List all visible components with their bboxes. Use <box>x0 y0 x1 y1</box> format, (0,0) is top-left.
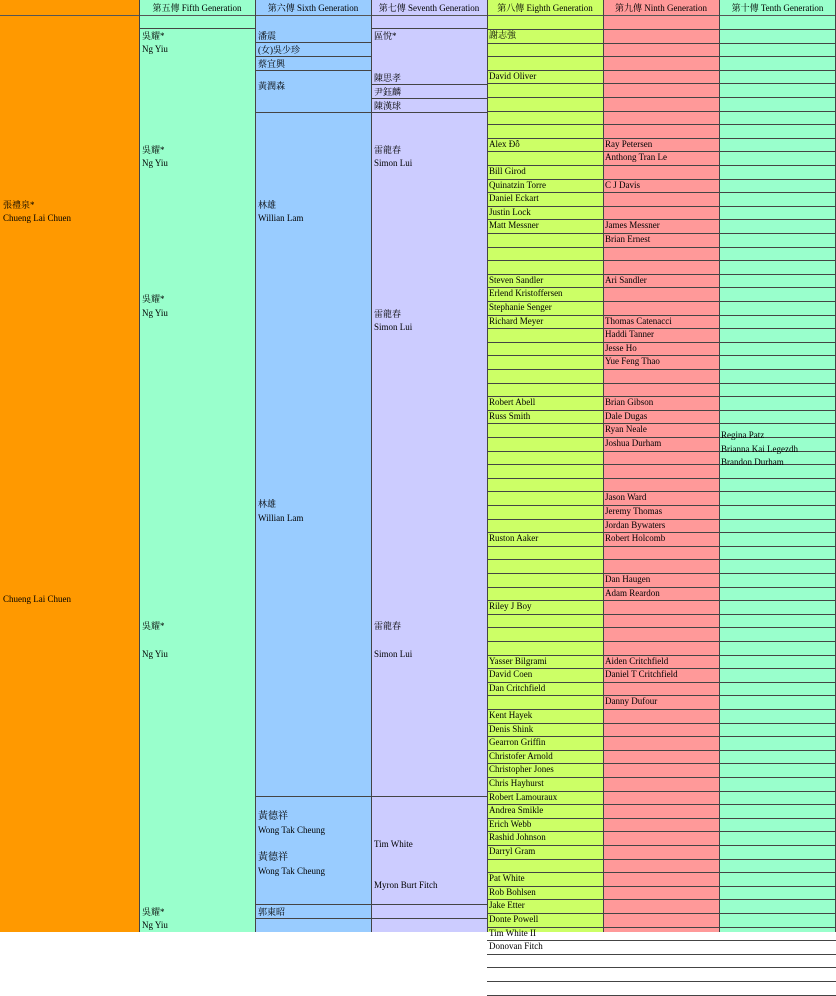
gen5-name-en: Ng Yiu <box>142 308 168 318</box>
gen8-cell: Chris Hayhurst <box>489 778 544 788</box>
row-divider <box>371 904 487 905</box>
gen7-name-en: Simon Lui <box>374 649 413 659</box>
row-divider <box>487 641 836 642</box>
row-divider <box>487 872 836 873</box>
gen8-cell: Donovan Fitch <box>489 941 543 951</box>
row-divider <box>487 342 836 343</box>
gen5-column <box>139 0 255 932</box>
gen9-cell: Ryan Neale <box>605 424 647 434</box>
row-divider <box>487 723 836 724</box>
row-divider <box>487 233 836 234</box>
gen9-cell: Aiden Critchfield <box>605 656 669 666</box>
row-divider <box>487 260 836 261</box>
row-divider <box>487 355 836 356</box>
gen5-name-en: Ng Yiu <box>142 44 168 54</box>
gen7-name-cn: 雷龍春 <box>374 621 402 631</box>
gen6-name-cn: 林雄 <box>258 200 277 210</box>
row-divider <box>487 695 836 696</box>
row-divider <box>487 859 836 860</box>
row-divider <box>487 97 836 98</box>
gen5-header: 第五傳 Fifth Generation <box>139 0 255 16</box>
gen9-header: 第九傳 Ninth Generation <box>603 0 719 16</box>
row-divider <box>487 954 836 955</box>
gen6-name: 潘震 <box>258 31 277 41</box>
gen10-name: Brianna Kai Legezdh <box>721 444 798 454</box>
row-divider <box>487 967 836 968</box>
gen6-name-en: Willian Lam <box>258 513 304 523</box>
row-divider <box>371 796 487 797</box>
gen4-header <box>0 0 139 16</box>
row-divider <box>487 192 836 193</box>
row-divider <box>487 396 836 397</box>
gen7-name-en: Simon Lui <box>374 158 413 168</box>
row-divider <box>487 478 836 479</box>
row-divider <box>487 546 836 547</box>
gen8-cell: David Coen <box>489 669 533 679</box>
row-divider <box>487 437 836 438</box>
gen9-cell: Dale Dugas <box>605 411 648 421</box>
row-divider <box>371 84 487 85</box>
gen8-cell: Andrea Smikle <box>489 805 544 815</box>
gen7-name: 區悅* <box>374 31 397 41</box>
row-divider <box>487 247 836 248</box>
gen5-name-en: Ng Yiu <box>142 158 168 168</box>
gen9-cell: Adam Reardon <box>605 588 660 598</box>
row-divider <box>487 845 836 846</box>
row-divider <box>371 28 487 29</box>
row-divider <box>487 165 836 166</box>
row-divider <box>371 98 487 99</box>
row-divider <box>487 559 836 560</box>
column-divider <box>139 0 140 932</box>
gen7-column <box>371 0 487 932</box>
gen7-name: 尹鈺麟 <box>374 87 402 97</box>
gen9-cell: Anthong Tran Le <box>605 152 668 162</box>
gen6-name-cn: 黃德祥 <box>258 811 288 822</box>
gen6-name-en: Wong Tak Cheung <box>258 866 325 876</box>
gen7-name: 陳思孝 <box>374 73 402 83</box>
row-divider <box>487 927 836 928</box>
gen8-cell: Christofer Arnold <box>489 751 553 761</box>
gen8-cell: Darryl Gram <box>489 846 536 856</box>
row-divider <box>255 112 371 113</box>
row-divider <box>371 918 487 919</box>
gen4-name-en-2: Chueng Lai Chuen <box>3 594 71 604</box>
row-divider <box>255 42 371 43</box>
gen8-cell: 謝志強 <box>489 30 517 40</box>
row-divider <box>255 904 371 905</box>
row-divider <box>487 328 836 329</box>
gen9-cell: Jordan Bywaters <box>605 520 666 530</box>
gen5-name-cn: 吳耀* <box>142 31 165 41</box>
row-divider <box>487 111 836 112</box>
row-divider <box>255 56 371 57</box>
gen8-cell: Tim White II <box>489 928 537 938</box>
gen8-cell: Stephanie Senger <box>489 302 552 312</box>
gen8-cell: Richard Meyer <box>489 316 544 326</box>
row-divider <box>487 818 836 819</box>
row-divider <box>487 56 836 57</box>
gen5-name-cn: 吳耀* <box>142 294 165 304</box>
row-divider <box>371 112 487 113</box>
gen7-name: Tim White <box>374 839 413 849</box>
gen7-name-cn: 雷龍春 <box>374 309 402 319</box>
gen9-cell: Brian Ernest <box>605 234 651 244</box>
column-divider <box>371 0 372 932</box>
gen8-cell: Justin Lock <box>489 207 531 217</box>
gen8-cell: David Oliver <box>489 71 537 81</box>
gen4-column <box>0 0 139 932</box>
gen4-name-en: Chueng Lai Chuen <box>3 213 71 223</box>
gen8-cell: Bill Girod <box>489 166 526 176</box>
gen5-name-cn: 吳耀* <box>142 621 165 631</box>
gen5-name-cn: 吳耀* <box>142 145 165 155</box>
row-divider <box>487 627 836 628</box>
gen4-name-cn: 張禮泉* <box>3 200 35 210</box>
gen7-name-en: Simon Lui <box>374 322 413 332</box>
row-divider <box>487 491 836 492</box>
gen7-name: 陳漢球 <box>374 101 402 111</box>
gen5-name-en: Ng Yiu <box>142 649 168 659</box>
row-divider <box>487 383 836 384</box>
row-divider <box>255 70 371 71</box>
gen8-cell: Rashid Johnson <box>489 832 546 842</box>
gen8-cell: Riley J Boy <box>489 601 532 611</box>
column-divider <box>255 0 256 932</box>
gen8-cell: Gearron Griffin <box>489 737 546 747</box>
gen9-cell: Yue Feng Thao <box>605 356 660 366</box>
row-divider <box>487 43 836 44</box>
row-divider <box>487 206 836 207</box>
row-divider <box>487 981 836 982</box>
gen9-cell: Dan Haugen <box>605 574 651 584</box>
gen5-name-cn: 吳耀* <box>142 907 165 917</box>
gen6-name: 蔡宜興 <box>258 59 286 69</box>
gen8-cell: Erlend Kristoffersen <box>489 288 563 298</box>
gen8-cell: Robert Abell <box>489 397 536 407</box>
gen8-cell: Jake Etter <box>489 900 525 910</box>
gen9-cell: Ray Petersen <box>605 139 653 149</box>
row-divider <box>487 709 836 710</box>
gen8-cell: Dan Critchfield <box>489 683 546 693</box>
gen8-cell: Denis Shink <box>489 724 534 734</box>
row-divider <box>255 918 371 919</box>
gen10-name: Regina Patz <box>721 430 765 440</box>
gen6-name-cn: 黃德祥 <box>258 852 288 863</box>
gen9-cell: Joshua Durham <box>605 438 662 448</box>
row-divider <box>487 29 836 30</box>
row-divider <box>487 600 836 601</box>
gen7-name: Myron Burt Fitch <box>374 880 438 890</box>
row-divider <box>487 124 836 125</box>
gen9-cell: C J Davis <box>605 180 641 190</box>
gen8-cell: Ruston Aaker <box>489 533 539 543</box>
gen8-cell: Rob Bohlsen <box>489 887 536 897</box>
gen9-cell: James Messner <box>605 220 660 230</box>
row-divider <box>487 899 836 900</box>
row-divider <box>487 219 836 220</box>
gen9-cell: Robert Holcomb <box>605 533 666 543</box>
gen8-cell: Christopher Jones <box>489 764 554 774</box>
gen6-name-cn: 林雄 <box>258 499 277 509</box>
gen9-cell: Haddi Tanner <box>605 329 654 339</box>
gen9-cell: Jesse Ho <box>605 343 637 353</box>
gen6-name-en: Wong Tak Cheung <box>258 825 325 835</box>
gen8-cell: Daniel Eckart <box>489 193 539 203</box>
gen8-cell: Matt Messner <box>489 220 539 230</box>
gen6-name: 黃潤森 <box>258 81 286 91</box>
gen8-cell: Donte Powell <box>489 914 539 924</box>
gen8-cell: Kent Hayek <box>489 710 533 720</box>
row-divider <box>487 138 836 139</box>
row-divider <box>487 886 836 887</box>
row-divider <box>487 573 836 574</box>
gen9-cell: Brian Gibson <box>605 397 654 407</box>
gen8-cell: Russ Smith <box>489 411 531 421</box>
gen9-cell: Danny Dufour <box>605 696 658 706</box>
row-divider <box>487 423 836 424</box>
row-divider <box>139 28 255 29</box>
gen8-cell: Pat White <box>489 873 525 883</box>
gen8-cell: Alex Đỗ <box>489 139 520 149</box>
gen8-cell: Erich Webb <box>489 819 532 829</box>
gen9-cell: Ari Sandler <box>605 275 647 285</box>
row-divider <box>487 70 836 71</box>
gen7-header: 第七傳 Seventh Generation <box>371 0 487 16</box>
row-divider <box>487 587 836 588</box>
gen10-name: Brandon Durham <box>721 457 784 467</box>
gen9-cell: Jeremy Thomas <box>605 506 663 516</box>
row-divider <box>487 83 836 84</box>
gen6-name: 郭東昭 <box>258 907 286 917</box>
gen9-cell: Jason Ward <box>605 492 647 502</box>
row-divider <box>487 410 836 411</box>
row-divider <box>487 614 836 615</box>
gen5-name-en: Ng Yiu <box>142 920 168 930</box>
gen9-cell: Thomas Catenacci <box>605 316 672 326</box>
row-divider <box>487 913 836 914</box>
gen6-column <box>255 0 371 932</box>
gen6-header: 第六傳 Sixth Generation <box>255 0 371 16</box>
gen7-name-cn: 雷龍春 <box>374 145 402 155</box>
gen9-cell: Daniel T Critchfield <box>605 669 678 679</box>
gen8-cell: Yasser Bilgrami <box>489 656 547 666</box>
gen10-header: 第十傳 Tenth Generation <box>719 0 836 16</box>
row-divider <box>487 369 836 370</box>
gen8-cell: Quinatzin Torre <box>489 180 546 190</box>
row-divider <box>255 796 371 797</box>
gen8-cell: Steven Sandler <box>489 275 544 285</box>
gen8-header: 第八傳 Eighth Generation <box>487 0 603 16</box>
gen8-cell: Robert Lamouraux <box>489 792 558 802</box>
gen6-name: (女)吳少珍 <box>258 45 300 55</box>
gen6-name-en: Willian Lam <box>258 213 304 223</box>
